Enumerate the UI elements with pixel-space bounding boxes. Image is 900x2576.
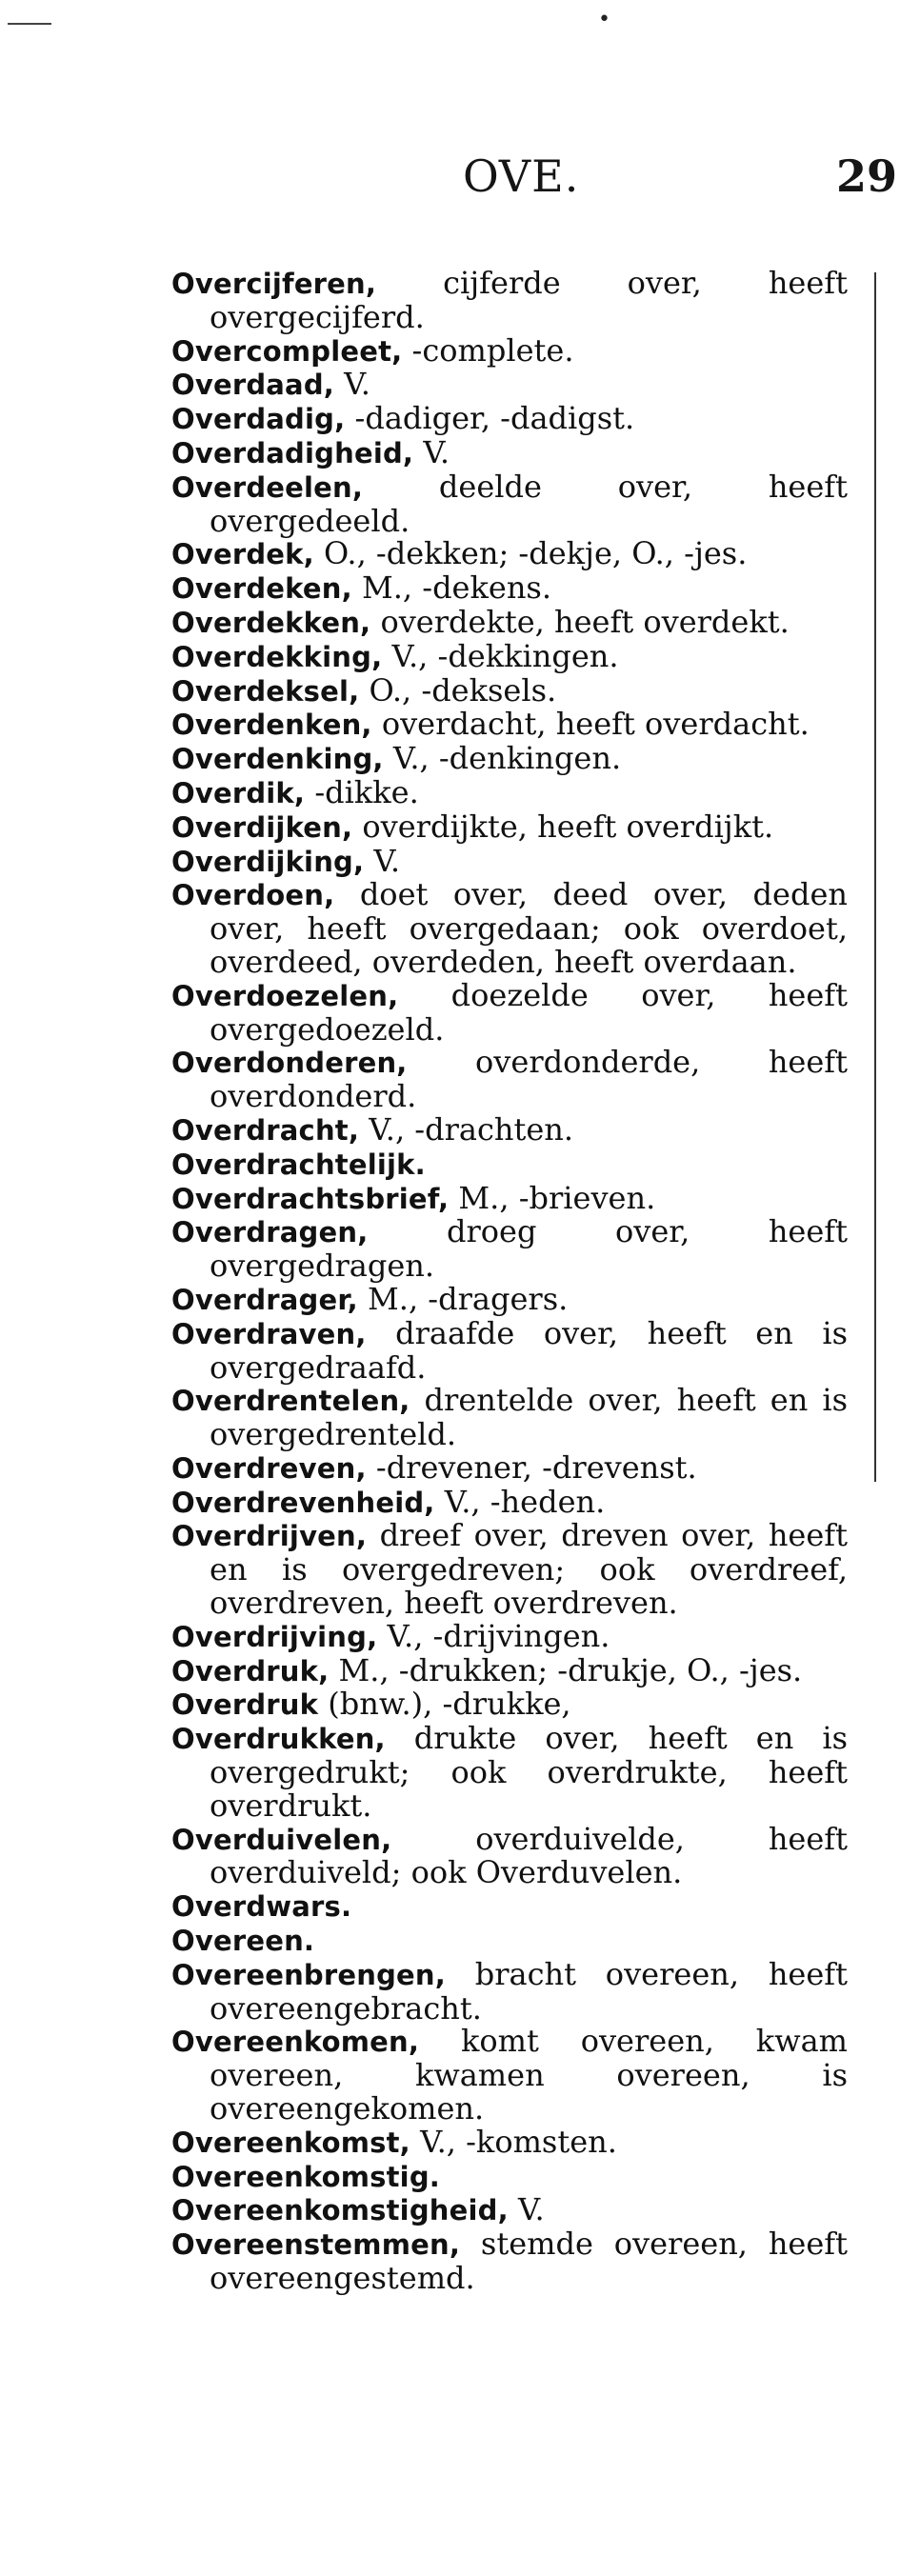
- headword: Overdrukken,: [171, 1723, 386, 1756]
- guide-word: OVE.: [463, 150, 580, 202]
- entry-text: V., -denkingen.: [383, 740, 622, 777]
- entry-text: komt overeen, kwam overeen, kwamen overeen, is overeengekomen.: [210, 2023, 848, 2127]
- headword: Overdijken,: [171, 810, 353, 844]
- dictionary-entry: [171, 842, 848, 879]
- entry-text: overdekte, heeft overdekt.: [370, 603, 790, 640]
- dictionary-entry: [171, 1889, 848, 1924]
- entry-text: V.: [364, 842, 401, 879]
- entry-text: overdacht, heeft overdacht.: [371, 706, 810, 743]
- dictionary-entry: [171, 810, 848, 845]
- entry-text: droeg over, heeft overgedragen.: [210, 1213, 848, 1285]
- headword: Overdreven,: [171, 1451, 367, 1485]
- headword: Overeenbrengen,: [171, 1958, 446, 1991]
- entry-text: V., -heden.: [434, 1483, 606, 1520]
- dictionary-entry: [171, 1651, 848, 1688]
- headword: Overdonderen,: [171, 1047, 408, 1080]
- dictionary-entry: [171, 1384, 848, 1451]
- dictionary-entry: [171, 1924, 848, 1958]
- headword: Overcijferen,: [171, 268, 377, 300]
- headword: Overeenkomen,: [171, 2026, 420, 2059]
- entry-text: dreef over, dreven over, heeft en is overgedreven; ook overdreef, overdreven, heeft overdreven.: [210, 1517, 848, 1622]
- dictionary-entry: [171, 976, 848, 1048]
- headword: Overdrevenheid,: [171, 1486, 435, 1519]
- entry-text: overdijkte, heeft overdijkt.: [352, 808, 774, 845]
- dictionary-entry: [171, 1448, 848, 1486]
- entry-text: overduivelde, heeft overduiveld; ook Overduvelen.: [210, 1820, 848, 1891]
- entry-text: doet over, deed over, deden over, heeft overgedaan; ook overdoet, overdeed, overdeden, heeft overdaan.: [210, 876, 848, 980]
- dictionary-entry: [171, 1215, 848, 1283]
- entry-text: V.: [508, 2191, 545, 2228]
- dictionary-entry: [171, 1820, 848, 1891]
- entry-text: O., -deksels.: [359, 671, 557, 709]
- headword: Overdwars.: [171, 1890, 352, 1924]
- dictionary-entry: [171, 433, 848, 470]
- headword: Overdijking,: [171, 845, 365, 878]
- dictionary-entry: [171, 267, 848, 334]
- headword: Overduivelen,: [171, 1823, 392, 1856]
- headword: Overdadigheid,: [171, 436, 414, 469]
- dictionary-entry: [171, 1280, 848, 1317]
- headword: Overdrachtsbrief,: [171, 1182, 450, 1215]
- dictionary-entry: [171, 742, 848, 776]
- dictionary-entry: [171, 708, 848, 742]
- headword: Overdragen,: [171, 1216, 369, 1249]
- dictionary-entry: [171, 2227, 848, 2295]
- headword: Overdrentelen,: [171, 1385, 410, 1418]
- headword: Overdeken,: [171, 572, 352, 606]
- headword: Overeenkomstig.: [171, 2160, 440, 2193]
- headword: Overdeksel,: [171, 674, 360, 708]
- entry-text: V., -drijvingen.: [377, 1617, 610, 1654]
- dictionary-entry: [171, 671, 848, 709]
- headword: Overdik,: [171, 776, 306, 809]
- entry-text: -dikke.: [305, 773, 419, 810]
- ink-speck: •: [598, 8, 610, 31]
- headword: Overdoen,: [171, 879, 335, 912]
- entry-text: draafde over, heeft en is overgedraafd.: [210, 1314, 848, 1386]
- entry-text: doezelde over, heeft overgedoezeld.: [210, 976, 848, 1048]
- headword: Overcompleet,: [171, 334, 403, 368]
- entry-text: stemde overeen, heeft overeengestemd.: [210, 2226, 848, 2297]
- headword: Overeenstemmen,: [171, 2228, 461, 2262]
- headword: Overdruk: [171, 1688, 319, 1722]
- dictionary-entry: [171, 2160, 848, 2194]
- headword: Overdek,: [171, 538, 314, 571]
- entry-text: -dadiger, -dadigst.: [345, 400, 635, 437]
- entry-text: (bnw.), -drukke,: [318, 1686, 571, 1723]
- dictionary-entry: [171, 1517, 848, 1622]
- dictionary-entry: [171, 1110, 848, 1148]
- entry-text: -drevener, -drevenst.: [366, 1448, 697, 1486]
- headword: Overdekking,: [171, 640, 383, 673]
- entry-text: -complete.: [402, 331, 574, 369]
- entry-text: M., -brieven.: [449, 1179, 656, 1216]
- entry-text: M., -drukken; -drukje, O., -jes.: [329, 1651, 803, 1688]
- dictionary-entry: [171, 603, 848, 640]
- headword: Overeenkomst,: [171, 2126, 410, 2159]
- dictionary-entries: [171, 267, 848, 2295]
- entry-text: V., -komsten.: [410, 2123, 617, 2160]
- entry-text: overdonderde, heeft overdonderd.: [210, 1044, 848, 1115]
- dictionary-entry: [171, 773, 848, 810]
- dictionary-entry: [171, 368, 848, 402]
- entry-text: V., -dekkingen.: [382, 637, 619, 674]
- headword: Overdrager,: [171, 1283, 358, 1316]
- margin-rule: [874, 272, 876, 1482]
- headword: Overeenkomstigheid,: [171, 2194, 509, 2227]
- headword: Overeen.: [171, 1925, 315, 1958]
- dictionary-entry: [171, 1722, 848, 1822]
- dictionary-entry: [171, 878, 848, 978]
- entry-text: V., -drachten.: [359, 1110, 574, 1148]
- dictionary-entry: [171, 537, 848, 571]
- page-number: 29: [836, 150, 898, 202]
- dictionary-entry: [171, 2123, 848, 2160]
- dictionary-entry: [171, 470, 848, 538]
- entry-text: M., -dragers.: [357, 1280, 569, 1317]
- headword: Overdrijven,: [171, 1520, 368, 1553]
- headword: Overdraven,: [171, 1317, 367, 1350]
- headword: Overdadig,: [171, 403, 346, 436]
- headword: Overdeelen,: [171, 470, 364, 504]
- headword: Overdenken,: [171, 709, 372, 742]
- dictionary-entry: [171, 402, 848, 436]
- dictionary-entry: [171, 1179, 848, 1216]
- headword: Overdoezelen,: [171, 979, 399, 1012]
- headword: Overdruk,: [171, 1654, 330, 1687]
- entry-text: drukte over, heeft en is overgedrukt; ook overdrukte, heeft overdrukt.: [210, 1720, 848, 1824]
- entry-text: cijferde over, heeft overgecijferd.: [210, 265, 848, 335]
- dictionary-entry: [171, 1148, 848, 1182]
- entry-text: V.: [413, 433, 450, 470]
- headword: Overdracht,: [171, 1113, 360, 1147]
- headword: Overdekken,: [171, 606, 371, 639]
- entry-text: O., -dekken; -dekje, O., -jes.: [313, 535, 748, 572]
- dictionary-entry: [171, 1687, 848, 1722]
- dictionary-entry: [171, 1483, 848, 1520]
- entry-text: bracht overeen, heeft overeengebracht.: [210, 1955, 848, 2027]
- page-header: [0, 150, 900, 208]
- dictionary-entry: [171, 1617, 848, 1654]
- headword: Overdaad,: [171, 369, 334, 402]
- entry-text: drentelde over, heeft en is overgedrenteld.: [210, 1382, 848, 1453]
- entry-text: M., -dekens.: [351, 569, 552, 607]
- dictionary-entry: [171, 571, 848, 606]
- headword: Overdrijving,: [171, 1620, 378, 1653]
- dictionary-entry: [171, 1955, 848, 2027]
- dictionary-entry: [171, 1314, 848, 1386]
- dictionary-entry: [171, 637, 848, 674]
- corner-mark: [8, 23, 51, 25]
- headword: Overdenking,: [171, 743, 384, 776]
- dictionary-entry: [171, 331, 848, 369]
- dictionary-entry: [171, 1046, 848, 1113]
- dictionary-entry: [171, 2193, 848, 2227]
- entry-text: V.: [334, 366, 370, 403]
- dictionary-entry: [171, 2025, 848, 2125]
- headword: Overdrachtelijk.: [171, 1148, 426, 1181]
- entry-text: deelde over, heeft overgedeeld.: [210, 468, 848, 539]
